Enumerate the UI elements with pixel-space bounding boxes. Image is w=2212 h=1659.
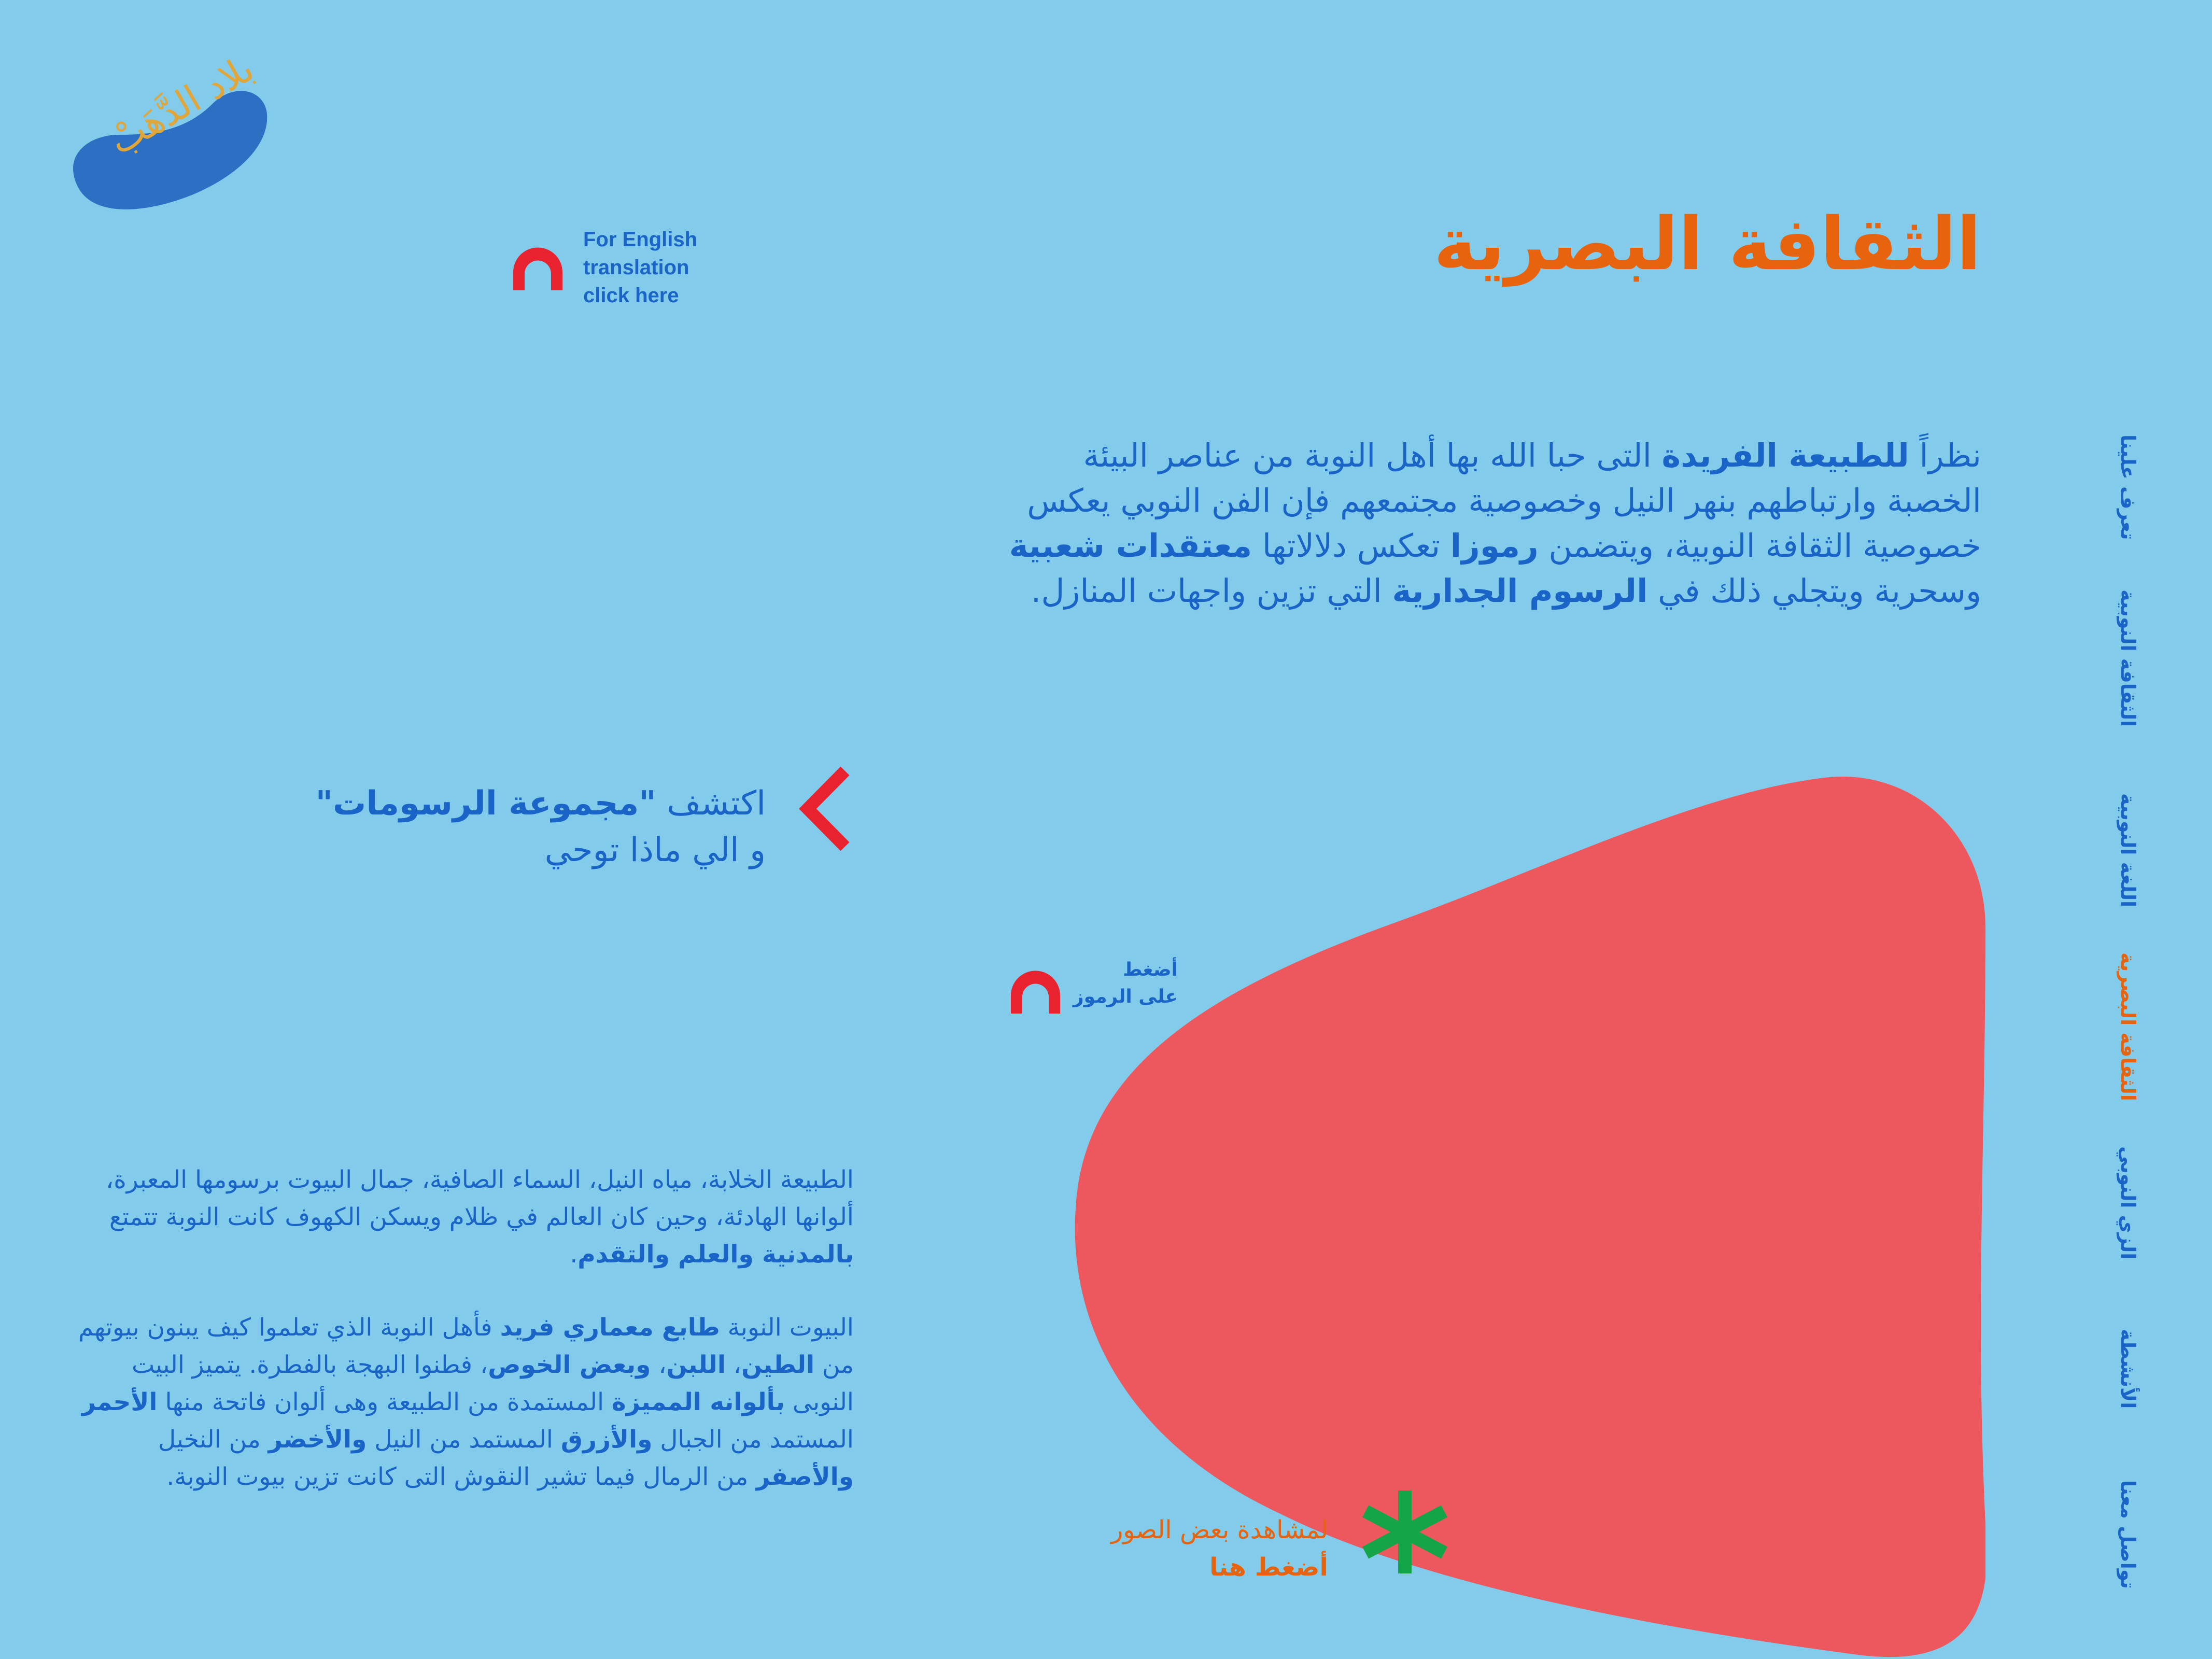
symbols-hint-line2: على الرموز: [1073, 986, 1178, 1007]
para2-bold-8: والأخضر: [268, 1425, 367, 1454]
para2-text-5: ، فطنوا البهجة بالفطرة. يتميز البيت النوبى: [132, 1351, 854, 1416]
para2-text-2: فأهل النوبة الذي تعلموا كيف يبنون بيوتهم من: [78, 1313, 854, 1379]
para2-bold-7: والأزرق: [560, 1425, 653, 1454]
chevron-left-icon[interactable]: [793, 765, 861, 853]
intro-text-4: وسحرية ويتجلي ذلك في: [1647, 572, 1981, 610]
page-title: الثقافة البصرية: [1433, 202, 1981, 287]
arch-icon[interactable]: [508, 244, 568, 290]
para2-bold-3: اللبن: [666, 1351, 726, 1379]
view-images-link[interactable]: [965, 1511, 1328, 1586]
nature-paragraph: [76, 1161, 854, 1273]
english-translation-link[interactable]: [583, 226, 739, 310]
english-link-line3: click here: [583, 284, 679, 307]
intro-bold-4: الرسوم الجدارية: [1392, 572, 1648, 610]
view-images-line1: لمشاهدة بعض الصور: [1111, 1515, 1328, 1544]
para2-bold-5: بألوانه المميزة: [611, 1388, 785, 1416]
discover-prefix: اكتشف: [656, 784, 766, 823]
side-nav: [2100, 415, 2157, 1607]
discover-line2: و الي ماذا توحي: [544, 831, 766, 869]
intro-paragraph: [996, 433, 1981, 613]
intro-bold-3: معتقدات شعبية: [1009, 527, 1252, 565]
discover-collection-link[interactable]: [92, 780, 766, 874]
english-link-line2: translation: [583, 256, 689, 279]
para1-bold-1: بالمدنية والعلم والتقدم: [577, 1240, 854, 1269]
nav-item-nubian-language[interactable]: اللغة النوبية: [2117, 793, 2139, 907]
para2-text-6: المستمدة من الطبيعة وهى ألوان فاتحة منها: [157, 1388, 612, 1416]
nav-item-about-us[interactable]: تعرف علينا: [2117, 434, 2139, 540]
intro-text-3: تعكس دلالاتها: [1252, 527, 1450, 565]
logo-text: بلاد الدَّهَبْ: [102, 46, 261, 163]
nav-item-nubian-dress[interactable]: الزي النوبي: [2117, 1146, 2139, 1260]
para2-bold-4: وبعض الخوص: [488, 1351, 651, 1379]
para2-text-10: من الرمال فيما تشير النقوش التى كانت تزين بيوت النوبة.: [166, 1463, 756, 1491]
para2-text-7: المستمد من الجبال: [652, 1425, 854, 1454]
para2-bold-6: الأحمر: [81, 1388, 158, 1416]
press-symbols-hint[interactable]: [1043, 957, 1178, 1010]
intro-text-1: نظراً: [1909, 437, 1981, 474]
para2-bold-9: والأصفر: [756, 1463, 854, 1491]
nav-item-nubian-culture[interactable]: الثقافة النوبية: [2117, 589, 2139, 727]
intro-text-2: التى حبا الله بها أهل النوبة من عناصر البيئة الخصبة وارتباطهم بنهر النيل وخصوصية مجتمعهم فإن الفن النوبي يعكس خصوصية الثقافة النوبية، ويتضمن: [1027, 437, 1981, 565]
para2-bold-2: الطين: [741, 1351, 815, 1379]
houses-paragraph: [76, 1309, 854, 1496]
discover-bold: "مجموعة الرسومات": [315, 784, 656, 823]
para1-text-2: .: [570, 1240, 578, 1269]
para2-text-8: المستمد من النيل: [367, 1425, 561, 1454]
asterisk-icon[interactable]: [1358, 1485, 1452, 1579]
para2-bold-1: طابع معماري فريد: [500, 1313, 720, 1342]
para2-text-9: من النخيل: [158, 1425, 269, 1454]
para2-text-1: البيوت النوبة: [720, 1313, 854, 1342]
intro-text-5: التي تزين واجهات المنازل.: [1031, 572, 1392, 610]
intro-bold-1: للطبيعة الفريدة: [1661, 437, 1909, 474]
para2-text-3: ،: [725, 1351, 742, 1379]
para2-text-4: ،: [651, 1351, 667, 1379]
nav-item-contact-us[interactable]: تواصل معنا: [2117, 1480, 2139, 1589]
view-images-line2: أضغط هنا: [1209, 1553, 1328, 1582]
discover-line1: [92, 780, 766, 827]
intro-bold-2: رموزا: [1450, 527, 1539, 565]
nav-item-activities[interactable]: الأنشطة: [2117, 1328, 2139, 1409]
english-link-line1: For English: [583, 228, 697, 251]
symbols-hint-line1: أضغط: [1123, 959, 1178, 980]
nav-item-visual-culture[interactable]: الثقافة البصرية: [2117, 952, 2139, 1101]
para1-text-1: الطبيعة الخلابة، مياه النيل، السماء الصافية، جمال البيوت برسومها المعبرة، ألوانها الهادئة، وحين كان العالم في ظلام ويسكن الكهوف كانت النوبة تتمتع: [106, 1165, 854, 1231]
